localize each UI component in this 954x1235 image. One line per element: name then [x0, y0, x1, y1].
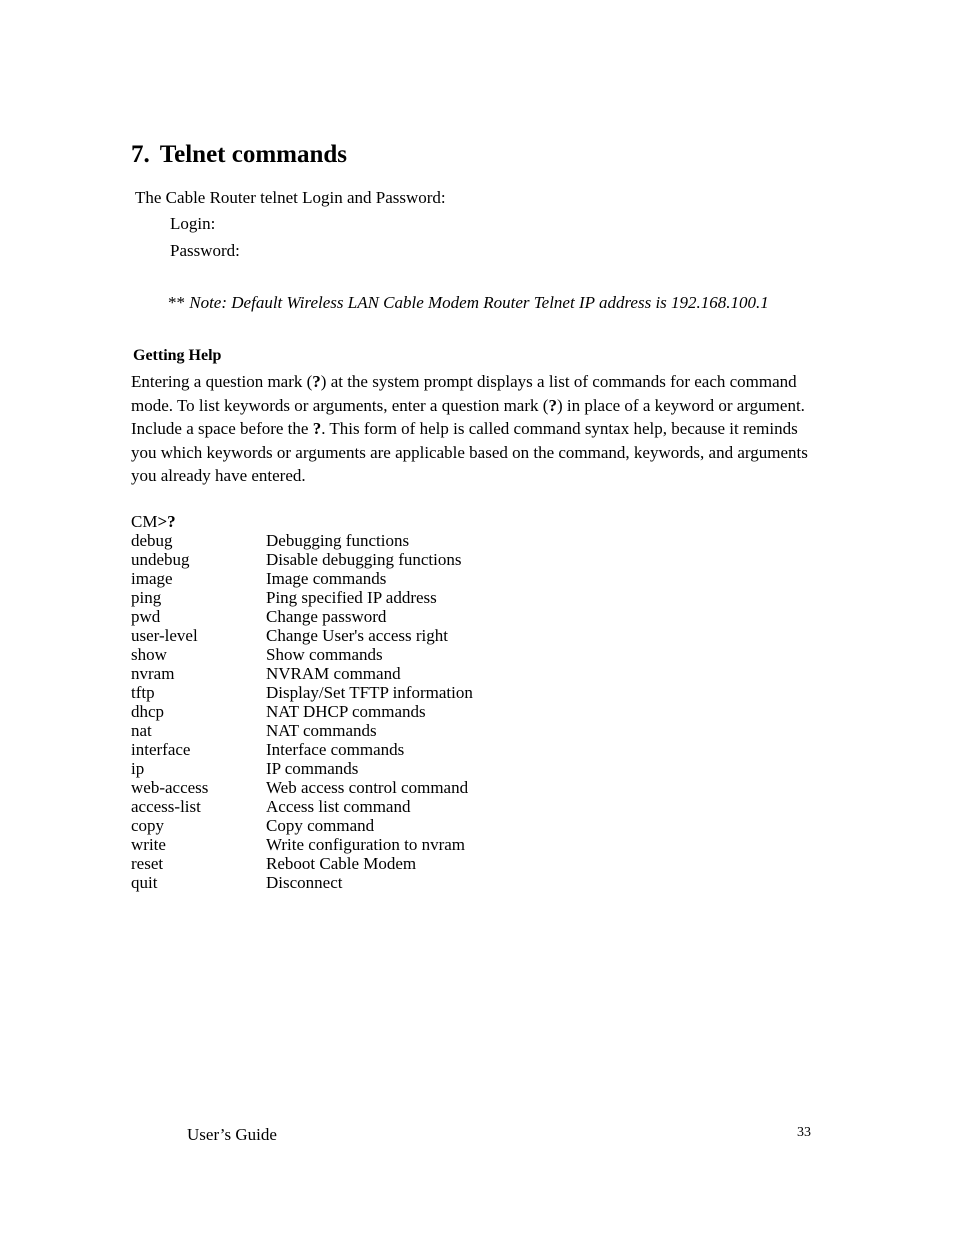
command-name: ping: [131, 588, 162, 607]
paragraph-line: Include a space before the ?. This form of help is called command syntax help, because it reminds: [131, 419, 798, 438]
command-row: [131, 702, 473, 721]
command-description: Disable debugging functions: [266, 550, 462, 569]
command-name: quit: [131, 873, 158, 892]
command-name: interface: [131, 740, 191, 759]
command-row: [131, 873, 473, 892]
prompt-prefix: CM: [131, 512, 158, 531]
command-name: show: [131, 645, 167, 664]
command-row: [131, 683, 473, 702]
command-description: IP commands: [266, 759, 359, 778]
paragraph-line: you which keywords or arguments are applicable based on the command, keywords, and arguments: [131, 442, 808, 462]
command-description: Display/Set TFTP information: [266, 683, 473, 702]
section-number: 7.: [131, 141, 150, 168]
command-row: [131, 550, 473, 569]
section-heading: [131, 141, 347, 169]
command-row: [131, 607, 473, 626]
command-row: [131, 740, 473, 759]
prompt-suffix: >?: [157, 512, 176, 531]
footer-title: User’s Guide: [187, 1125, 277, 1144]
command-name: reset: [131, 854, 164, 873]
command-description: Ping specified IP address: [266, 588, 437, 607]
command-name: pwd: [131, 607, 161, 626]
command-name: web-access: [131, 778, 209, 797]
command-row: [131, 664, 473, 683]
command-row: [131, 721, 473, 740]
note-prefix: **: [168, 293, 190, 312]
command-name: undebug: [131, 550, 190, 569]
command-name: write: [131, 835, 166, 854]
command-name: access-list: [131, 797, 201, 816]
command-name: image: [131, 569, 173, 588]
command-row: [131, 531, 473, 550]
command-description: Access list command: [266, 797, 411, 816]
command-row: [131, 797, 473, 816]
command-description: Interface commands: [266, 740, 405, 759]
command-description: Write configuration to nvram: [266, 835, 466, 854]
section-title: Telnet commands: [159, 141, 348, 168]
password-label: Password:: [170, 241, 240, 260]
command-list: [131, 531, 473, 892]
note-text: Note: Default Wireless LAN Cable Modem Router Telnet IP address is 192.168.100.1: [189, 293, 769, 312]
command-name: user-level: [131, 626, 198, 645]
command-row: [131, 759, 473, 778]
command-description: Reboot Cable Modem: [266, 854, 417, 873]
command-name: debug: [131, 531, 173, 550]
command-row: [131, 569, 473, 588]
command-description: Show commands: [266, 645, 383, 664]
page-number: 33: [797, 1125, 811, 1140]
command-description: Debugging functions: [266, 531, 410, 550]
getting-help-heading: Getting Help: [133, 347, 222, 364]
command-row: [131, 778, 473, 797]
intro-text: The Cable Router telnet Login and Password:: [135, 188, 446, 207]
command-name: ip: [131, 759, 145, 778]
command-name: copy: [131, 816, 165, 835]
command-row: [131, 645, 473, 664]
command-name: nat: [131, 721, 152, 740]
command-description: Web access control command: [266, 778, 469, 797]
command-description: NVRAM command: [266, 664, 401, 683]
command-description: NAT DHCP commands: [266, 702, 426, 721]
command-row: [131, 816, 473, 835]
command-prompt: [131, 512, 176, 532]
command-description: Change User's access right: [266, 626, 448, 645]
command-description: Copy command: [266, 816, 375, 835]
command-description: NAT commands: [266, 721, 377, 740]
command-row: [131, 835, 473, 854]
command-description: Change password: [266, 607, 387, 626]
paragraph-line: you already have entered.: [131, 466, 306, 485]
note: [168, 293, 769, 313]
paragraph-line: Entering a question mark (?) at the system prompt displays a list of commands for each command: [131, 372, 797, 391]
getting-help-paragraph: [131, 370, 831, 488]
paragraph-line: mode. To list keywords or arguments, enter a question mark (?) in place of a keyword or argument.: [131, 395, 805, 415]
command-row: [131, 854, 473, 873]
command-row: [131, 626, 473, 645]
command-name: nvram: [131, 664, 175, 683]
login-label: Login:: [170, 214, 216, 233]
command-name: tftp: [131, 683, 155, 702]
command-description: Disconnect: [266, 873, 343, 892]
command-name: dhcp: [131, 702, 165, 721]
command-description: Image commands: [266, 569, 387, 588]
command-row: [131, 588, 473, 607]
